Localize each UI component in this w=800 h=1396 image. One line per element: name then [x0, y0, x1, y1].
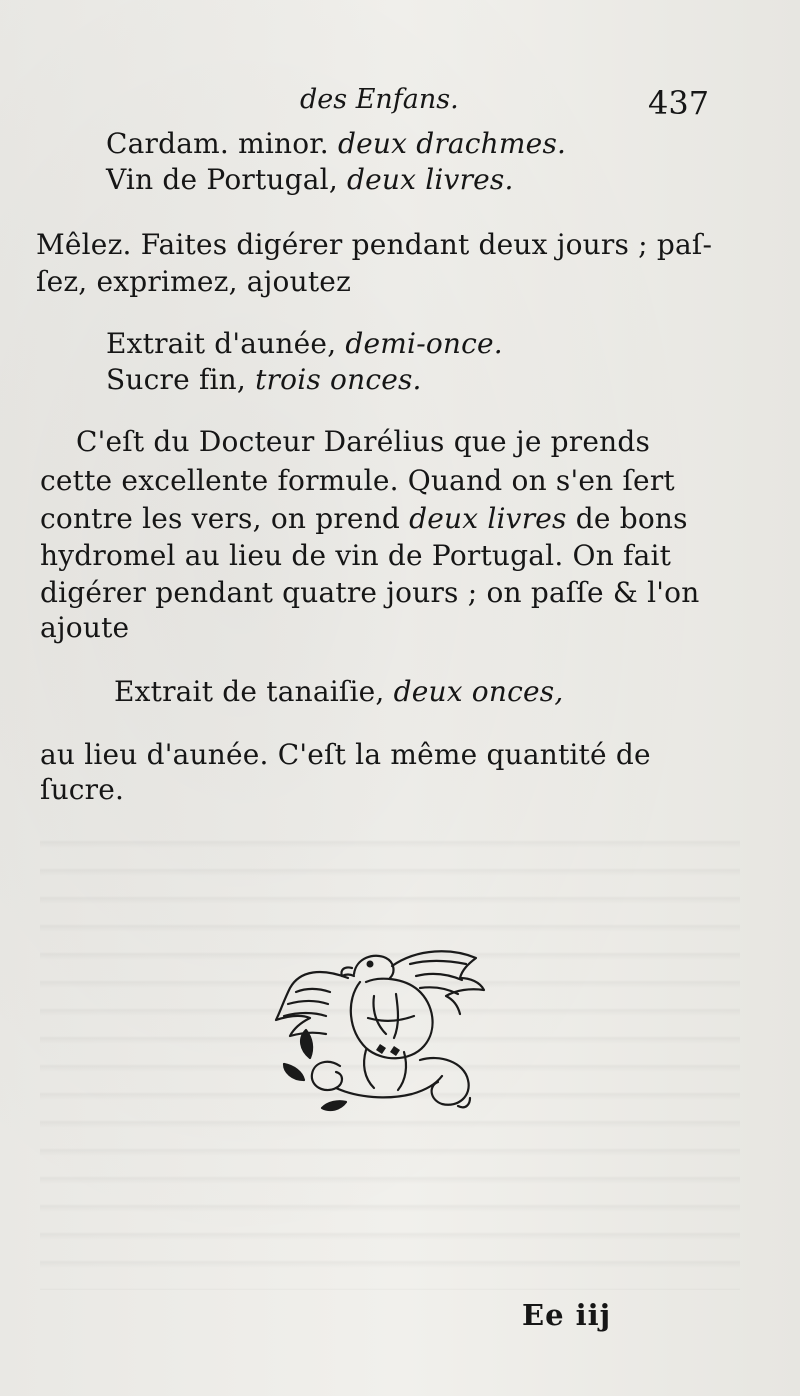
running-head: des Enfans.	[300, 84, 459, 115]
paragraph-line: Mêlez. Faites digérer pendant deux jours ; paſ-	[36, 228, 713, 261]
recipe-quantity: deux livres.	[347, 163, 514, 196]
recipe-line-cardamom	[106, 127, 567, 160]
paragraph-line: cette excellente formule. Quand on s'en ſert	[40, 464, 675, 497]
paragraph-line: ſez, exprimez, ajoutez	[36, 265, 352, 298]
recipe-line-aunee	[106, 327, 503, 360]
signature-mark: Ee iij	[522, 1298, 612, 1332]
recipe-ingredient: Sucre fin,	[106, 363, 256, 396]
recipe-ingredient: Cardam. minor.	[106, 127, 338, 160]
recipe-line-tansy	[114, 675, 564, 708]
recipe-quantity: demi-once.	[345, 327, 503, 360]
recipe-ingredient: Vin de Portugal,	[106, 163, 348, 196]
recipe-quantity: deux drachmes.	[337, 127, 567, 160]
recipe-quantity: trois onces.	[255, 363, 422, 396]
recipe-quantity: deux onces,	[393, 675, 564, 708]
eagle-vignette-icon	[270, 938, 490, 1114]
recipe-ingredient: Extrait d'aunée,	[106, 327, 346, 360]
paragraph-line: digérer pendant quatre jours ; on paſſe & l'on	[40, 576, 700, 609]
page-number: 437	[648, 84, 710, 122]
paragraph-line: contre les vers, on prend deux livres de bons	[40, 502, 688, 535]
paragraph-line: au lieu d'aunée. C'eſt la même quantité de	[40, 738, 651, 771]
paragraph-line: C'eſt du Docteur Darélius que je prends	[76, 425, 651, 458]
paragraph-line: ajoute	[40, 611, 130, 644]
recipe-ingredient: Extrait de tanaiſie,	[114, 675, 394, 708]
italic-quantity: deux livres	[409, 502, 567, 535]
paragraph-line: hydromel au lieu de vin de Portugal. On fait	[40, 539, 672, 572]
paragraph-line: ſucre.	[40, 773, 125, 806]
recipe-line-wine	[106, 163, 514, 196]
recipe-line-sugar	[106, 363, 422, 396]
